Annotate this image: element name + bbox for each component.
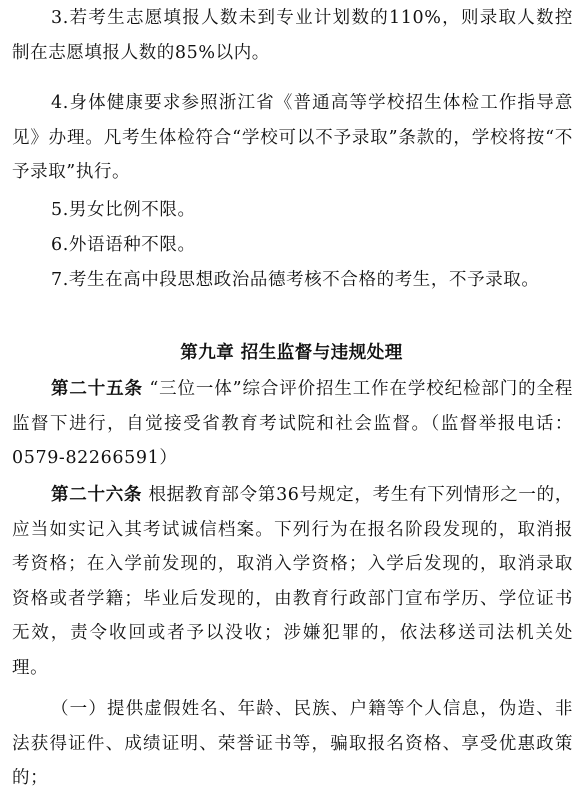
article-26-lead: 第二十六条 [51,485,143,505]
chapter-heading: 第九章 招生监督与违规处理 [180,343,403,363]
article-25-paragraph [12,372,573,476]
item-6-paragraph: 6.外语语种不限。 [51,235,196,255]
item-3-paragraph: 3.若考生志愿填报人数未到专业计划数的110%，则录取人数控制在志愿填报人数的85%以内。 [12,8,573,63]
clause-1-paragraph: （一）提供虚假姓名、年龄、民族、户籍等个人信息，伪造、非法获得证件、成绩证明、荣誉证书等，骗取报名资格、享受优惠政策的； [12,699,573,788]
article-25-lead: 第二十五条 [51,379,143,399]
article-25-text: “三位一体”综合评价招生工作在学校纪检部门的全程监督下进行，自觉接受省教育考试院和社会监督。（监督举报电话：0579-82266591） [12,379,573,468]
item-5-paragraph: 5.男女比例不限。 [51,200,196,220]
item-4-paragraph: 4.身体健康要求参照浙江省《普通高等学校招生体检工作指导意见》办理。凡考生体检符合“学校可以不予录取”条款的，学校将按“不予录取”执行。 [12,93,573,182]
item-7-paragraph: 7.考生在高中段思想政治品德考核不合格的考生，不予录取。 [51,270,540,290]
article-26-text: 根据教育部令第36号规定，考生有下列情形之一的，应当如实记入其考试诚信档案。下列行为在报名阶段发现的，取消报考资格；在入学前发现的，取消入学资格；入学后发现的，取消录取资格或者学籍；毕业后发现的，由教育行政部门宣布学历、学位证书无效，责令收回或者予以没收；涉嫌犯罪的，依法移送司法机关处理。 [12,485,573,678]
article-26-paragraph [12,478,573,685]
